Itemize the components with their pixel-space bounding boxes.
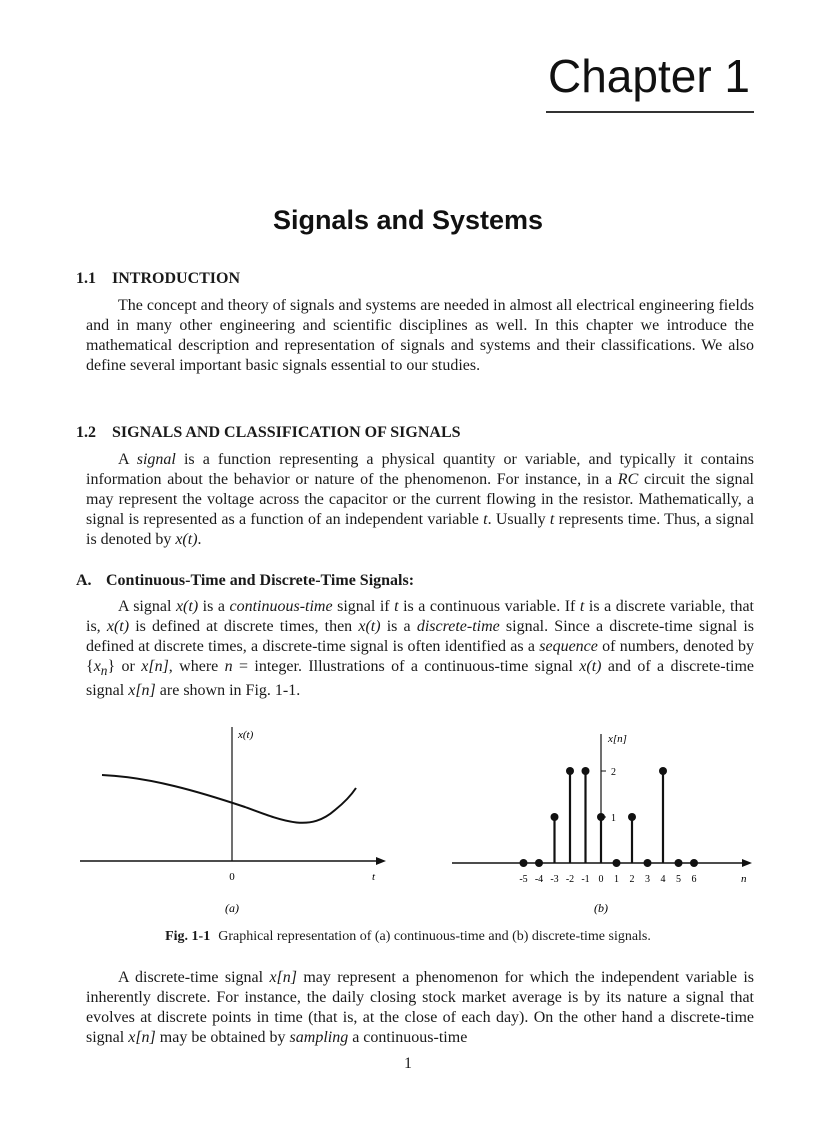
stem-point: [597, 813, 605, 821]
chapter-title: Signals and Systems: [272, 205, 544, 235]
x-tick-label: 2: [629, 874, 635, 885]
ylabel-a: x(t): [238, 729, 254, 741]
x-tick-label: 4: [660, 874, 666, 885]
section-heading-introduction: [76, 268, 240, 290]
stem-point: [659, 767, 667, 775]
x-tick-label: -1: [581, 874, 590, 885]
intro-paragraph: The concept and theory of signals and systems are needed in almost all electrical engineering fields and in many other engineering and scientific disciplines as well. In this chapter we introduce the mathematical description and representation of signals and systems and their classifications. We also define several important basic signals essential to our studies.: [86, 297, 754, 374]
panel-b: [452, 733, 752, 915]
y-tick-label: 1: [611, 813, 616, 824]
stem-point: [613, 859, 621, 867]
origin-label-a: 0: [229, 871, 235, 883]
figure-caption-text: Graphical representation of (a) continuous-time and (b) discrete-time signals.: [218, 929, 651, 944]
n-axis-arrow-icon: [742, 859, 752, 867]
x-tick-label: 6: [691, 874, 697, 885]
section-title: INTRODUCTION: [112, 270, 241, 287]
x-tick-label: 0: [598, 874, 604, 885]
section-number: A.: [76, 572, 92, 589]
figure-caption: [0, 928, 816, 946]
figure-number: Fig. 1-1: [165, 929, 211, 944]
xlabel-b: n: [741, 873, 747, 885]
stem-point: [520, 859, 528, 867]
panel-b-label: (b): [594, 901, 608, 915]
x-tick-label: -5: [519, 874, 528, 885]
panel-a-label: (a): [225, 901, 239, 915]
section-title: SIGNALS AND CLASSIFICATION OF SIGNALS: [112, 424, 461, 441]
x-tick-label: -4: [534, 874, 544, 885]
stem-point: [582, 767, 590, 775]
stem-point: [551, 813, 559, 821]
page-number: 1: [404, 1055, 412, 1072]
t-axis-arrow-icon: [376, 857, 386, 865]
chapter-rule: [546, 111, 754, 113]
xlabel-a: t: [372, 871, 376, 883]
closing-paragraph: A discrete-time signal x[n] may represent a phenomenon for which the independent variable is inherently discrete. For instance, the daily closing stock market average is by its nature a signal that evolves at discrete points in time (that is, at the close of each day). On the other hand a discrete-time signal x[n] may be obtained by sampling a continuous-time: [86, 969, 755, 1046]
panel-a: [80, 727, 386, 915]
section-title: Continuous-Time and Discrete-Time Signals:: [106, 572, 415, 589]
ylabel-b: x[n]: [608, 733, 627, 745]
chapter-label: Chapter 1: [547, 50, 750, 102]
stem-point: [644, 859, 652, 867]
stem-point: [690, 859, 698, 867]
y-tick-label: 2: [611, 767, 616, 778]
stem-point: [628, 813, 636, 821]
continuous-signal-curve: [102, 775, 356, 823]
x-tick-label: 1: [614, 874, 619, 885]
x-tick-label: -3: [550, 874, 559, 885]
x-tick-label: 3: [645, 874, 650, 885]
continuous-discrete-paragraph: A signal x(t) is a continuous-time signal if t is a continuous variable. If t is a discrete variable, that is, x(t) is defined at discrete times, then x(t) is a discrete-time signal. Since a discrete-time signal is defined at discrete times, a discrete-time signal is often identified as a sequence of numbers, denoted by $\{x_n\}$ or x[n], where n = integer. Illustrations of a continuous-time signal x(t) and of a discrete-time signal x[n] are shown in Fig. 1-1.: [86, 598, 755, 700]
stem-point: [675, 859, 683, 867]
figure-1-1: [0, 722, 816, 927]
stem-point: [535, 859, 543, 867]
section-number: 1.2: [76, 424, 96, 441]
x-tick-label: -2: [565, 874, 575, 885]
subsection-heading-continuous-discrete: [76, 570, 414, 592]
signals-paragraph: A signal is a function representing a physical quantity or variable, and typically it contains information about the behavior or nature of the phenomenon. For instance, in a RC circuit the signal may represent the voltage across the capacitor or the current flowing in the resistor. Mathematically, a signal is represented as a function of an independent variable t. Usually t represents time. Thus, a signal is denoted by x(t).: [86, 451, 755, 548]
section-heading-signals: [76, 422, 461, 444]
stem-point: [566, 767, 574, 775]
x-tick-label: 5: [676, 874, 681, 885]
section-number: 1.1: [76, 270, 96, 287]
